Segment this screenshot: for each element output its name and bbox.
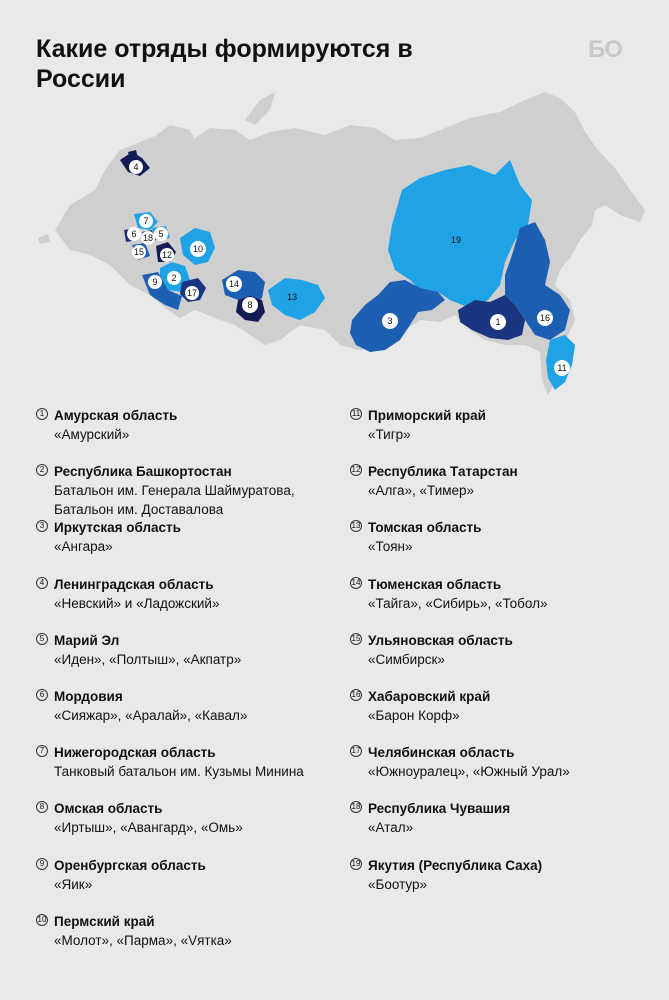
legend-item-units: «Сияжар», «Аралай», «Кавал» bbox=[54, 707, 248, 723]
legend-item bbox=[36, 913, 336, 969]
legend-item-units: «Невский» и «Ладожский» bbox=[54, 595, 220, 611]
legend-item bbox=[350, 857, 650, 913]
map-label-5: 5 bbox=[158, 229, 164, 239]
legend-item-region: Иркутская область bbox=[54, 520, 181, 536]
legend-item-units: Батальон им. Генерала Шаймуратова, bbox=[54, 483, 295, 499]
map-label-11: 11 bbox=[557, 363, 567, 373]
map-label-3: 3 bbox=[387, 316, 393, 326]
kaliningrad bbox=[38, 234, 50, 244]
bo-logo bbox=[588, 36, 622, 64]
legend-item-region: Республика Чувашия bbox=[368, 801, 511, 817]
legend-item-units: «Яик» bbox=[54, 876, 93, 892]
legend-item bbox=[350, 519, 650, 575]
legend-item bbox=[350, 800, 650, 856]
legend-item bbox=[36, 688, 336, 744]
legend-item-units: Танковый батальон им. Кузьмы Минина bbox=[54, 764, 304, 780]
map-label-2: 2 bbox=[171, 273, 177, 283]
map-label-8: 8 bbox=[247, 300, 253, 310]
logo-text: БО bbox=[588, 36, 622, 63]
map-label-16: 16 bbox=[539, 313, 551, 323]
legend-item-units: «Тайга», «Сибирь», «Тобол» bbox=[368, 595, 548, 611]
legend-item-number: 13 bbox=[351, 521, 361, 531]
legend-item bbox=[350, 463, 650, 519]
legend-item-region: Ульяновская область bbox=[368, 632, 513, 648]
legend-item-region: Амурская область bbox=[54, 408, 178, 423]
legend-item-units: «Тоян» bbox=[368, 539, 413, 555]
legend-item-units: «Симбирск» bbox=[368, 651, 445, 667]
map-label-17: 17 bbox=[186, 288, 198, 298]
map-label-18: 18 bbox=[142, 233, 154, 243]
map-label-10: 10 bbox=[192, 244, 204, 254]
map-label-13: 13 bbox=[286, 292, 298, 302]
legend-item-number: 7 bbox=[36, 745, 48, 757]
legend-item-units: «Барон Корф» bbox=[368, 707, 460, 723]
legend-item bbox=[350, 576, 650, 632]
legend-item-region: Челябинская область bbox=[368, 745, 515, 761]
legend-item bbox=[350, 407, 650, 463]
legend-item-units: «Молот», «Парма», «Vятка» bbox=[54, 932, 232, 948]
legend-item-units: «Иден», «Полтыш», «Акпатр» bbox=[54, 651, 242, 667]
map-label-7: 7 bbox=[143, 216, 149, 226]
legend-item-number: 14 bbox=[351, 577, 361, 587]
legend-item-region: Нижегородская область bbox=[54, 745, 216, 761]
legend-item-units: «Амурский» bbox=[54, 427, 130, 442]
legend-item-units: «Южноуралец», «Южный Урал» bbox=[368, 764, 570, 780]
legend-item-number: 8 bbox=[36, 801, 48, 813]
legend-item-region: Приморский край bbox=[368, 408, 486, 423]
legend-item bbox=[350, 688, 650, 744]
legend-item-number: 3 bbox=[36, 520, 48, 532]
legend-item-number: 11 bbox=[351, 409, 361, 418]
map-label-9: 9 bbox=[152, 277, 158, 287]
map-label-14: 14 bbox=[228, 279, 240, 289]
map-label-4: 4 bbox=[133, 162, 139, 172]
legend-item bbox=[36, 744, 336, 800]
legend-item-number: 16 bbox=[351, 689, 361, 699]
legend-item-region: Хабаровский край bbox=[368, 688, 491, 704]
legend-item-number: 15 bbox=[351, 633, 361, 643]
legend-item bbox=[36, 576, 336, 632]
legend-item-number: 19 bbox=[351, 858, 361, 868]
legend-item-number: 1 bbox=[36, 408, 48, 420]
legend-item-number: 10 bbox=[37, 914, 47, 924]
legend-item-region: Марий Эл bbox=[54, 632, 120, 648]
legend-item bbox=[350, 744, 650, 800]
legend-item bbox=[36, 800, 336, 856]
legend-right-column bbox=[350, 407, 650, 913]
legend-item bbox=[350, 632, 650, 688]
legend-item-units: «Боотур» bbox=[368, 876, 428, 892]
legend-item bbox=[36, 857, 336, 913]
legend-item-region: Республика Башкортостан bbox=[54, 464, 232, 480]
legend-item-region: Тюменская область bbox=[368, 576, 502, 592]
legend-item-region: Ленинградская область bbox=[54, 576, 214, 592]
legend-item-region: Томская область bbox=[368, 520, 482, 536]
legend-item-units: «Атал» bbox=[368, 820, 414, 836]
legend-item-region: Республика Татарстан bbox=[368, 464, 518, 480]
legend-item-units: «Иртыш», «Авангард», «Омь» bbox=[54, 820, 243, 836]
legend-item bbox=[36, 463, 336, 519]
legend-item-units: «Алга», «Тимер» bbox=[368, 483, 475, 499]
legend-item-region: Мордовия bbox=[54, 688, 123, 704]
legend-item bbox=[36, 407, 336, 463]
legend-item-number: 2 bbox=[36, 464, 48, 476]
novaya-zemlya bbox=[245, 92, 275, 125]
legend-item-units: Батальон им. Доставалова bbox=[54, 502, 224, 518]
legend-item-number: 4 bbox=[36, 577, 48, 589]
map-label-6: 6 bbox=[131, 229, 137, 239]
legend-item-region: Пермский край bbox=[54, 913, 155, 929]
map-label-1: 1 bbox=[495, 317, 501, 327]
legend-item-region: Омская область bbox=[54, 801, 163, 817]
legend-item-units: «Ангара» bbox=[54, 539, 113, 555]
page-title: Какие отряды формируются в России bbox=[36, 35, 413, 93]
legend-item-number: 5 bbox=[36, 633, 48, 645]
map-label-12: 12 bbox=[161, 250, 173, 260]
legend-item-number: 9 bbox=[36, 858, 48, 870]
legend-item-region: Оренбургская область bbox=[54, 857, 206, 873]
legend-item-number: 17 bbox=[351, 746, 361, 756]
legend-left-column bbox=[36, 407, 336, 969]
russia-map bbox=[0, 90, 669, 410]
map-label-19: 19 bbox=[450, 235, 462, 245]
legend-item bbox=[36, 632, 336, 688]
legend-item-number: 6 bbox=[36, 689, 48, 701]
legend-item bbox=[36, 519, 336, 575]
legend-item-units: «Тигр» bbox=[368, 427, 411, 442]
legend-item-number: 18 bbox=[351, 802, 361, 812]
legend-item-region: Якутия (Республика Саха) bbox=[368, 857, 543, 873]
legend-item-number: 12 bbox=[351, 465, 361, 475]
map-label-15: 15 bbox=[133, 247, 145, 257]
